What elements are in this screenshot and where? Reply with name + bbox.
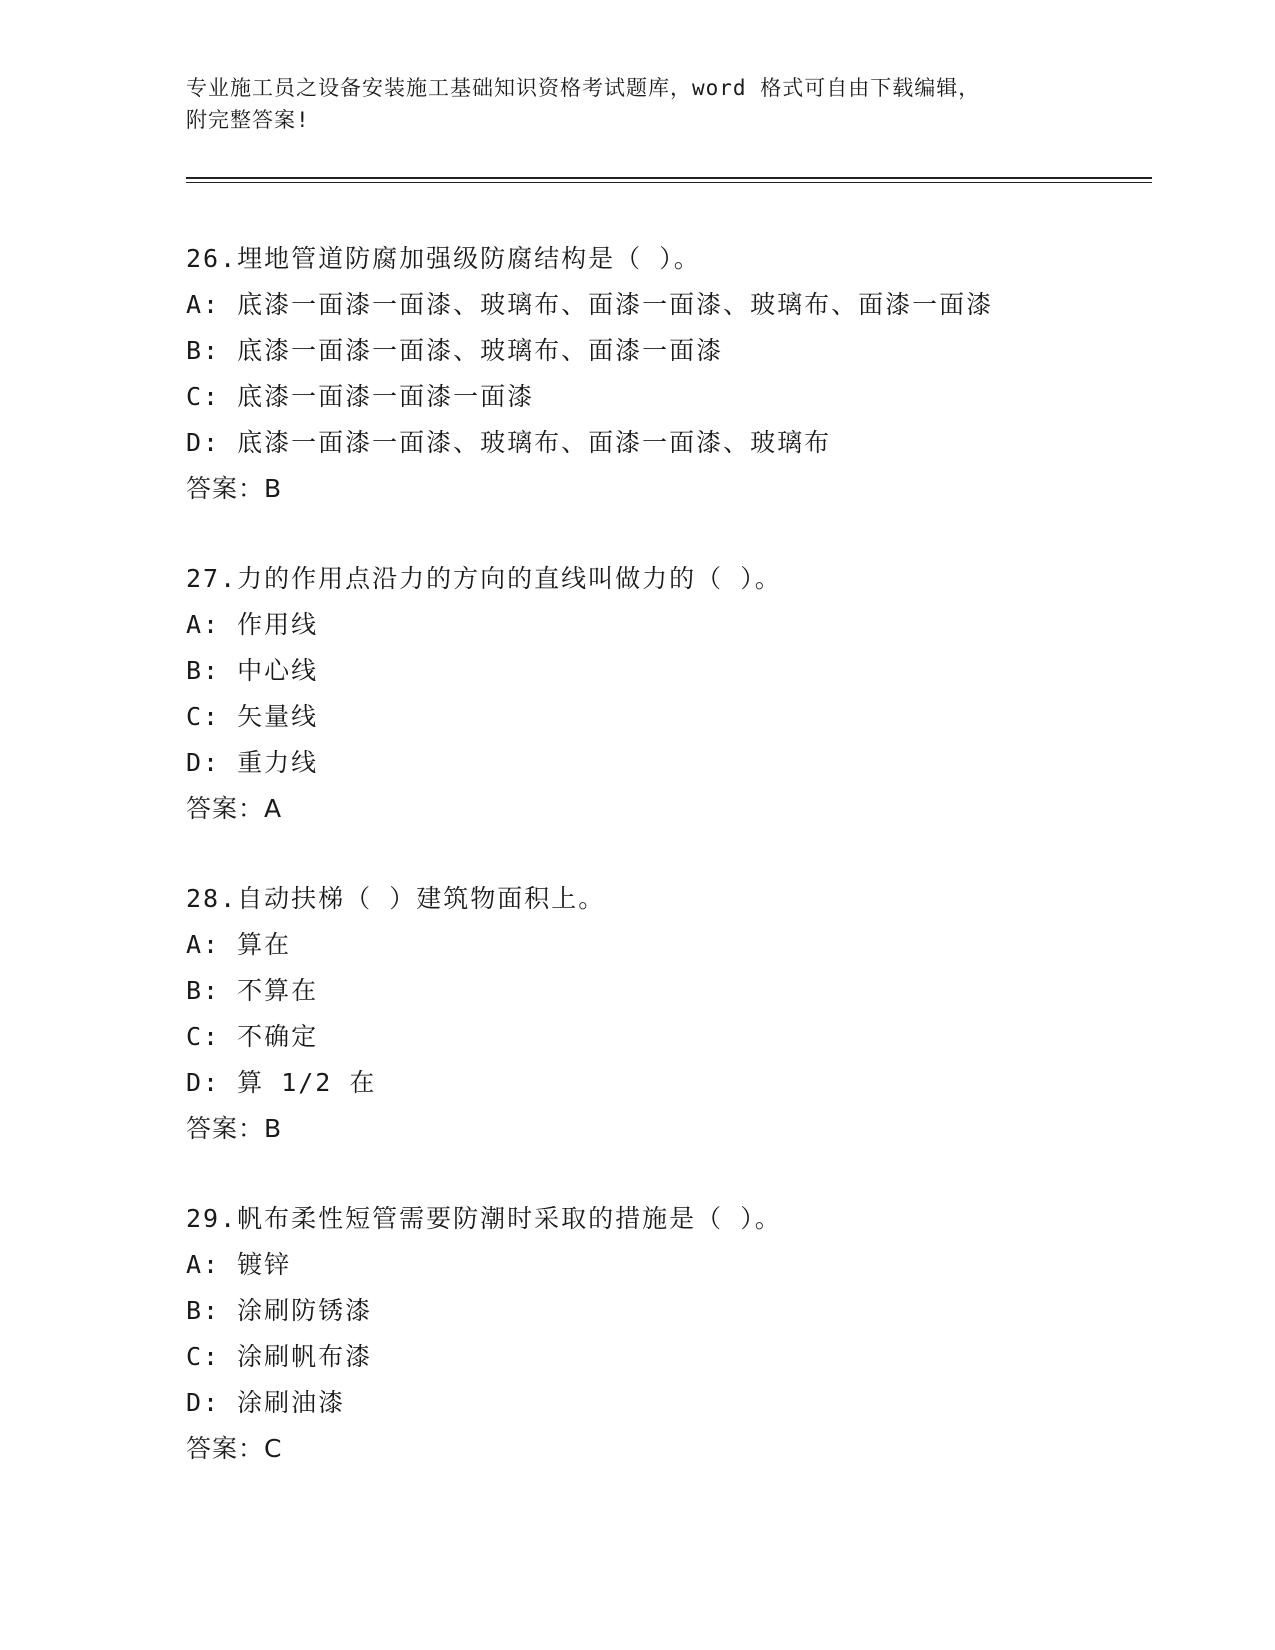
option-a: A: 底漆一面漆一面漆、玻璃布、面漆一面漆、玻璃布、面漆一面漆	[186, 290, 994, 319]
answer-line: 答案：B	[186, 474, 283, 503]
answer-line: 答案：A	[186, 794, 283, 823]
header-divider-thin	[186, 182, 1152, 183]
option-b: B: 底漆一面漆一面漆、玻璃布、面漆一面漆	[186, 336, 724, 365]
option-c: C: 不确定	[186, 1022, 319, 1051]
question-stem: 27.力的作用点沿力的方向的直线叫做力的（ ）。	[186, 564, 782, 593]
option-c: C: 矢量线	[186, 702, 319, 731]
option-a: A: 作用线	[186, 610, 319, 639]
question-stem: 28.自动扶梯（ ）建筑物面积上。	[186, 884, 606, 913]
question-stem: 26.埋地管道防腐加强级防腐结构是（ ）。	[186, 244, 701, 273]
question-26	[186, 236, 1146, 512]
answer-line: 答案：B	[186, 1114, 283, 1143]
document-header	[186, 72, 1106, 136]
header-divider-thick	[186, 177, 1152, 179]
header-line-2: 附完整答案!	[186, 108, 310, 132]
option-d: D: 重力线	[186, 748, 319, 777]
question-29	[186, 1196, 1146, 1472]
option-b: B: 不算在	[186, 976, 319, 1005]
option-c: C: 涂刷帆布漆	[186, 1342, 373, 1371]
option-b: B: 涂刷防锈漆	[186, 1296, 373, 1325]
question-27	[186, 556, 1146, 832]
option-d: D: 算 1/2 在	[186, 1068, 377, 1097]
question-28	[186, 876, 1146, 1152]
option-a: A: 算在	[186, 930, 292, 959]
option-b: B: 中心线	[186, 656, 319, 685]
answer-line: 答案：C	[186, 1434, 283, 1463]
option-c: C: 底漆一面漆一面漆一面漆	[186, 382, 535, 411]
option-a: A: 镀锌	[186, 1250, 292, 1279]
option-d: D: 底漆一面漆一面漆、玻璃布、面漆一面漆、玻璃布	[186, 428, 832, 457]
question-stem: 29.帆布柔性短管需要防潮时采取的措施是（ ）。	[186, 1204, 782, 1233]
header-line-1: 专业施工员之设备安装施工基础知识资格考试题库，word 格式可自由下载编辑，	[186, 76, 981, 100]
option-d: D: 涂刷油漆	[186, 1388, 346, 1417]
